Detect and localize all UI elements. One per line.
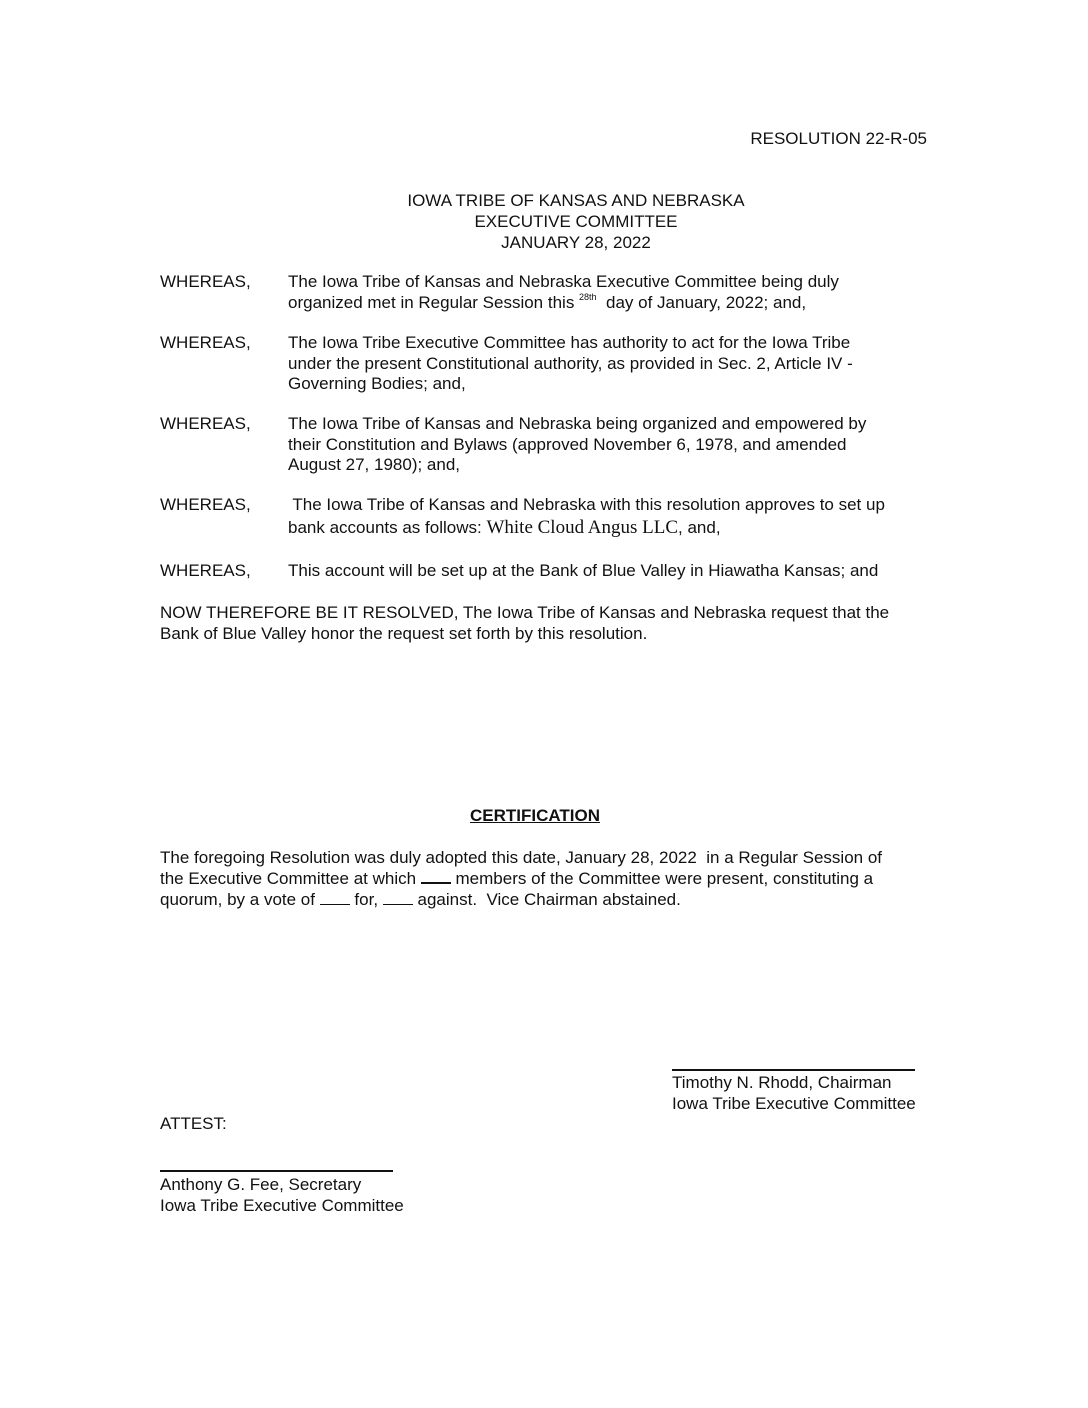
certification-line: The foregoing Resolution was duly adopted this date, January 28, 2022 in a Regular Session of bbox=[160, 848, 883, 867]
whereas-line-part: day of January, 2022; and, bbox=[596, 292, 807, 312]
certification-line bbox=[160, 868, 882, 889]
chairman-organization: Iowa Tribe Executive Committee bbox=[672, 1094, 916, 1113]
whereas-clause-5 bbox=[160, 561, 940, 582]
secretary-name: Anthony G. Fee, Secretary bbox=[160, 1175, 362, 1194]
whereas-text bbox=[288, 272, 938, 315]
day-ordinal: 28th bbox=[579, 291, 597, 302]
whereas-clause-3 bbox=[160, 414, 940, 476]
members-present-blank[interactable] bbox=[421, 868, 451, 884]
whereas-text bbox=[288, 333, 938, 395]
certification-line bbox=[160, 889, 882, 910]
chairman-signature-block bbox=[672, 1072, 916, 1114]
chairman-signature-line[interactable] bbox=[672, 1069, 915, 1071]
secretary-organization: Iowa Tribe Executive Committee bbox=[160, 1196, 404, 1215]
whereas-line: This account will be set up at the Bank of Blue Valley in Hiawatha Kansas; and bbox=[288, 561, 879, 580]
header-organization: IOWA TRIBE OF KANSAS AND NEBRASKA bbox=[407, 191, 745, 210]
header-date: JANUARY 28, 2022 bbox=[501, 233, 651, 252]
whereas-clause-1 bbox=[160, 272, 940, 314]
whereas-line-part: bank accounts as follows: bbox=[288, 517, 487, 537]
whereas-line: The Iowa Tribe of Kansas and Nebraska with this resolution approves to set up bbox=[288, 495, 885, 514]
certification-line-part: members of the Committee were present, constituting a bbox=[450, 869, 874, 888]
whereas-line-part: organized met in Regular Session this bbox=[288, 292, 580, 312]
header-committee: EXECUTIVE COMMITTEE bbox=[474, 212, 678, 231]
whereas-line: The Iowa Tribe Executive Committee has authority to act for the Iowa Tribe bbox=[288, 333, 851, 352]
certification-line-part: for, bbox=[349, 890, 383, 909]
whereas-line: under the present Constitutional authority, as provided in Sec. 2, Article IV - bbox=[288, 353, 853, 373]
whereas-line: The Iowa Tribe of Kansas and Nebraska being organized and empowered by bbox=[288, 414, 867, 433]
attest-label: ATTEST: bbox=[160, 1114, 227, 1133]
whereas-label: WHEREAS, bbox=[160, 561, 251, 580]
whereas-label: WHEREAS, bbox=[160, 333, 251, 352]
whereas-line: their Constitution and Bylaws (approved November 6, 1978, and amended bbox=[288, 434, 847, 454]
votes-for-blank[interactable] bbox=[320, 890, 350, 905]
whereas-line: Governing Bodies; and, bbox=[288, 374, 466, 393]
certification-body bbox=[160, 847, 882, 910]
resolution-number: RESOLUTION 22-R-05 bbox=[750, 129, 927, 148]
whereas-line: The Iowa Tribe of Kansas and Nebraska Executive Committee being duly bbox=[288, 272, 839, 291]
entity-name: White Cloud Angus LLC bbox=[486, 516, 679, 538]
resolved-line: Bank of Blue Valley honor the request set forth by this resolution. bbox=[160, 624, 648, 643]
resolved-clause bbox=[160, 602, 889, 644]
whereas-line bbox=[288, 293, 938, 316]
whereas-line-part: , and, bbox=[678, 517, 721, 537]
secretary-signature-block bbox=[160, 1174, 404, 1216]
certification-title: CERTIFICATION bbox=[469, 806, 600, 825]
certification-line-part: quorum, by a vote of bbox=[160, 890, 320, 909]
secretary-signature-line[interactable] bbox=[160, 1170, 393, 1172]
chairman-name: Timothy N. Rhodd, Chairman bbox=[672, 1073, 892, 1092]
whereas-label: WHEREAS, bbox=[160, 272, 251, 291]
whereas-label: WHEREAS, bbox=[160, 495, 251, 514]
resolved-line: NOW THEREFORE BE IT RESOLVED, The Iowa Tribe of Kansas and Nebraska request that the bbox=[160, 603, 890, 622]
whereas-label: WHEREAS, bbox=[160, 414, 251, 433]
votes-against-blank[interactable] bbox=[383, 890, 413, 905]
whereas-line: August 27, 1980); and, bbox=[288, 455, 461, 474]
certification-line-part: against. Vice Chairman abstained. bbox=[412, 890, 681, 909]
whereas-clause-4 bbox=[160, 495, 940, 541]
whereas-text bbox=[288, 495, 938, 540]
whereas-clause-2 bbox=[160, 333, 940, 395]
certification-line-part: the Executive Committee at which bbox=[160, 869, 421, 888]
whereas-line bbox=[288, 516, 938, 540]
whereas-text bbox=[288, 561, 938, 582]
document-header bbox=[0, 190, 1088, 253]
whereas-text bbox=[288, 414, 938, 476]
